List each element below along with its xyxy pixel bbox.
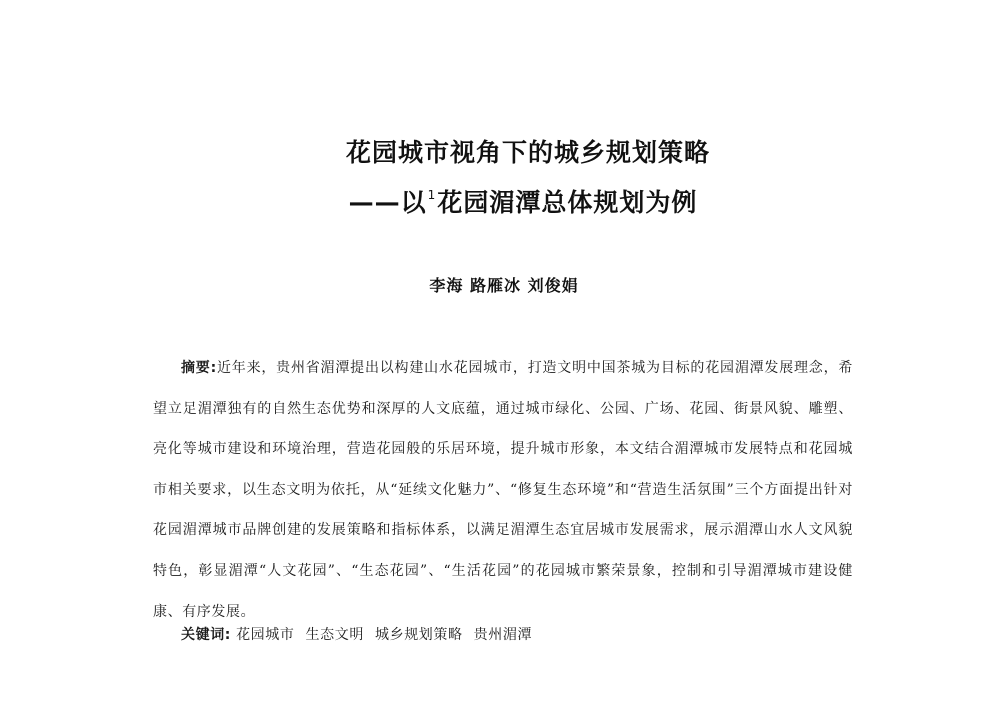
abstract-paragraph — [153, 348, 853, 632]
author-list: 李海 路雁冰 刘俊娟 — [429, 276, 579, 295]
keyword-item: 花园城市 — [236, 627, 295, 643]
keyword-item: 城乡规划策略 — [375, 627, 463, 643]
keywords-line — [181, 624, 532, 644]
abstract-text: 近年来，贵州省湄潭提出以构建山水花园城市，打造文明中国茶城为目标的花园湄潭发展理念，希望立足湄潭独有的自然生态优势和深厚的人文底蕴，通过城市绿化、公园、广场、花园、街景风貌、雕塑、亮化等城市建设和环境治理，营造花园般的乐居环境，提升城市形象，本文结合湄潭城市发展特点和花园城市相关要求，以生态文明为依托，从“延续文化魅力”、“修复生态环境”和“营造生活氛围”三个方面提出针对花园湄潭城市品牌创建的发展策略和指标体系，以满足湄潭生态宜居城市发展需求，展示湄潭山水人文风貌特色，彰显湄潭“人文花园”、“生态花园”、“生活花园”的花园城市繁荣景象，控制和引导湄潭城市建设健康、有序发展。 — [153, 360, 853, 620]
keyword-item: 生态文明 — [305, 627, 364, 643]
subtitle-prefix: ——以 — [348, 188, 427, 217]
subtitle-text: 花园湄潭总体规划为例 — [437, 188, 698, 217]
paper-subtitle — [0, 183, 1000, 219]
keyword-item: 贵州湄潭 — [473, 627, 533, 643]
footnote-marker: 1 — [427, 187, 437, 202]
keywords-label: 关键词: — [181, 627, 231, 643]
paper-title — [0, 133, 1000, 169]
paper-title-text: 花园城市视角下的城乡规划策略 — [345, 138, 710, 167]
abstract-label: 摘要: — [181, 360, 217, 376]
